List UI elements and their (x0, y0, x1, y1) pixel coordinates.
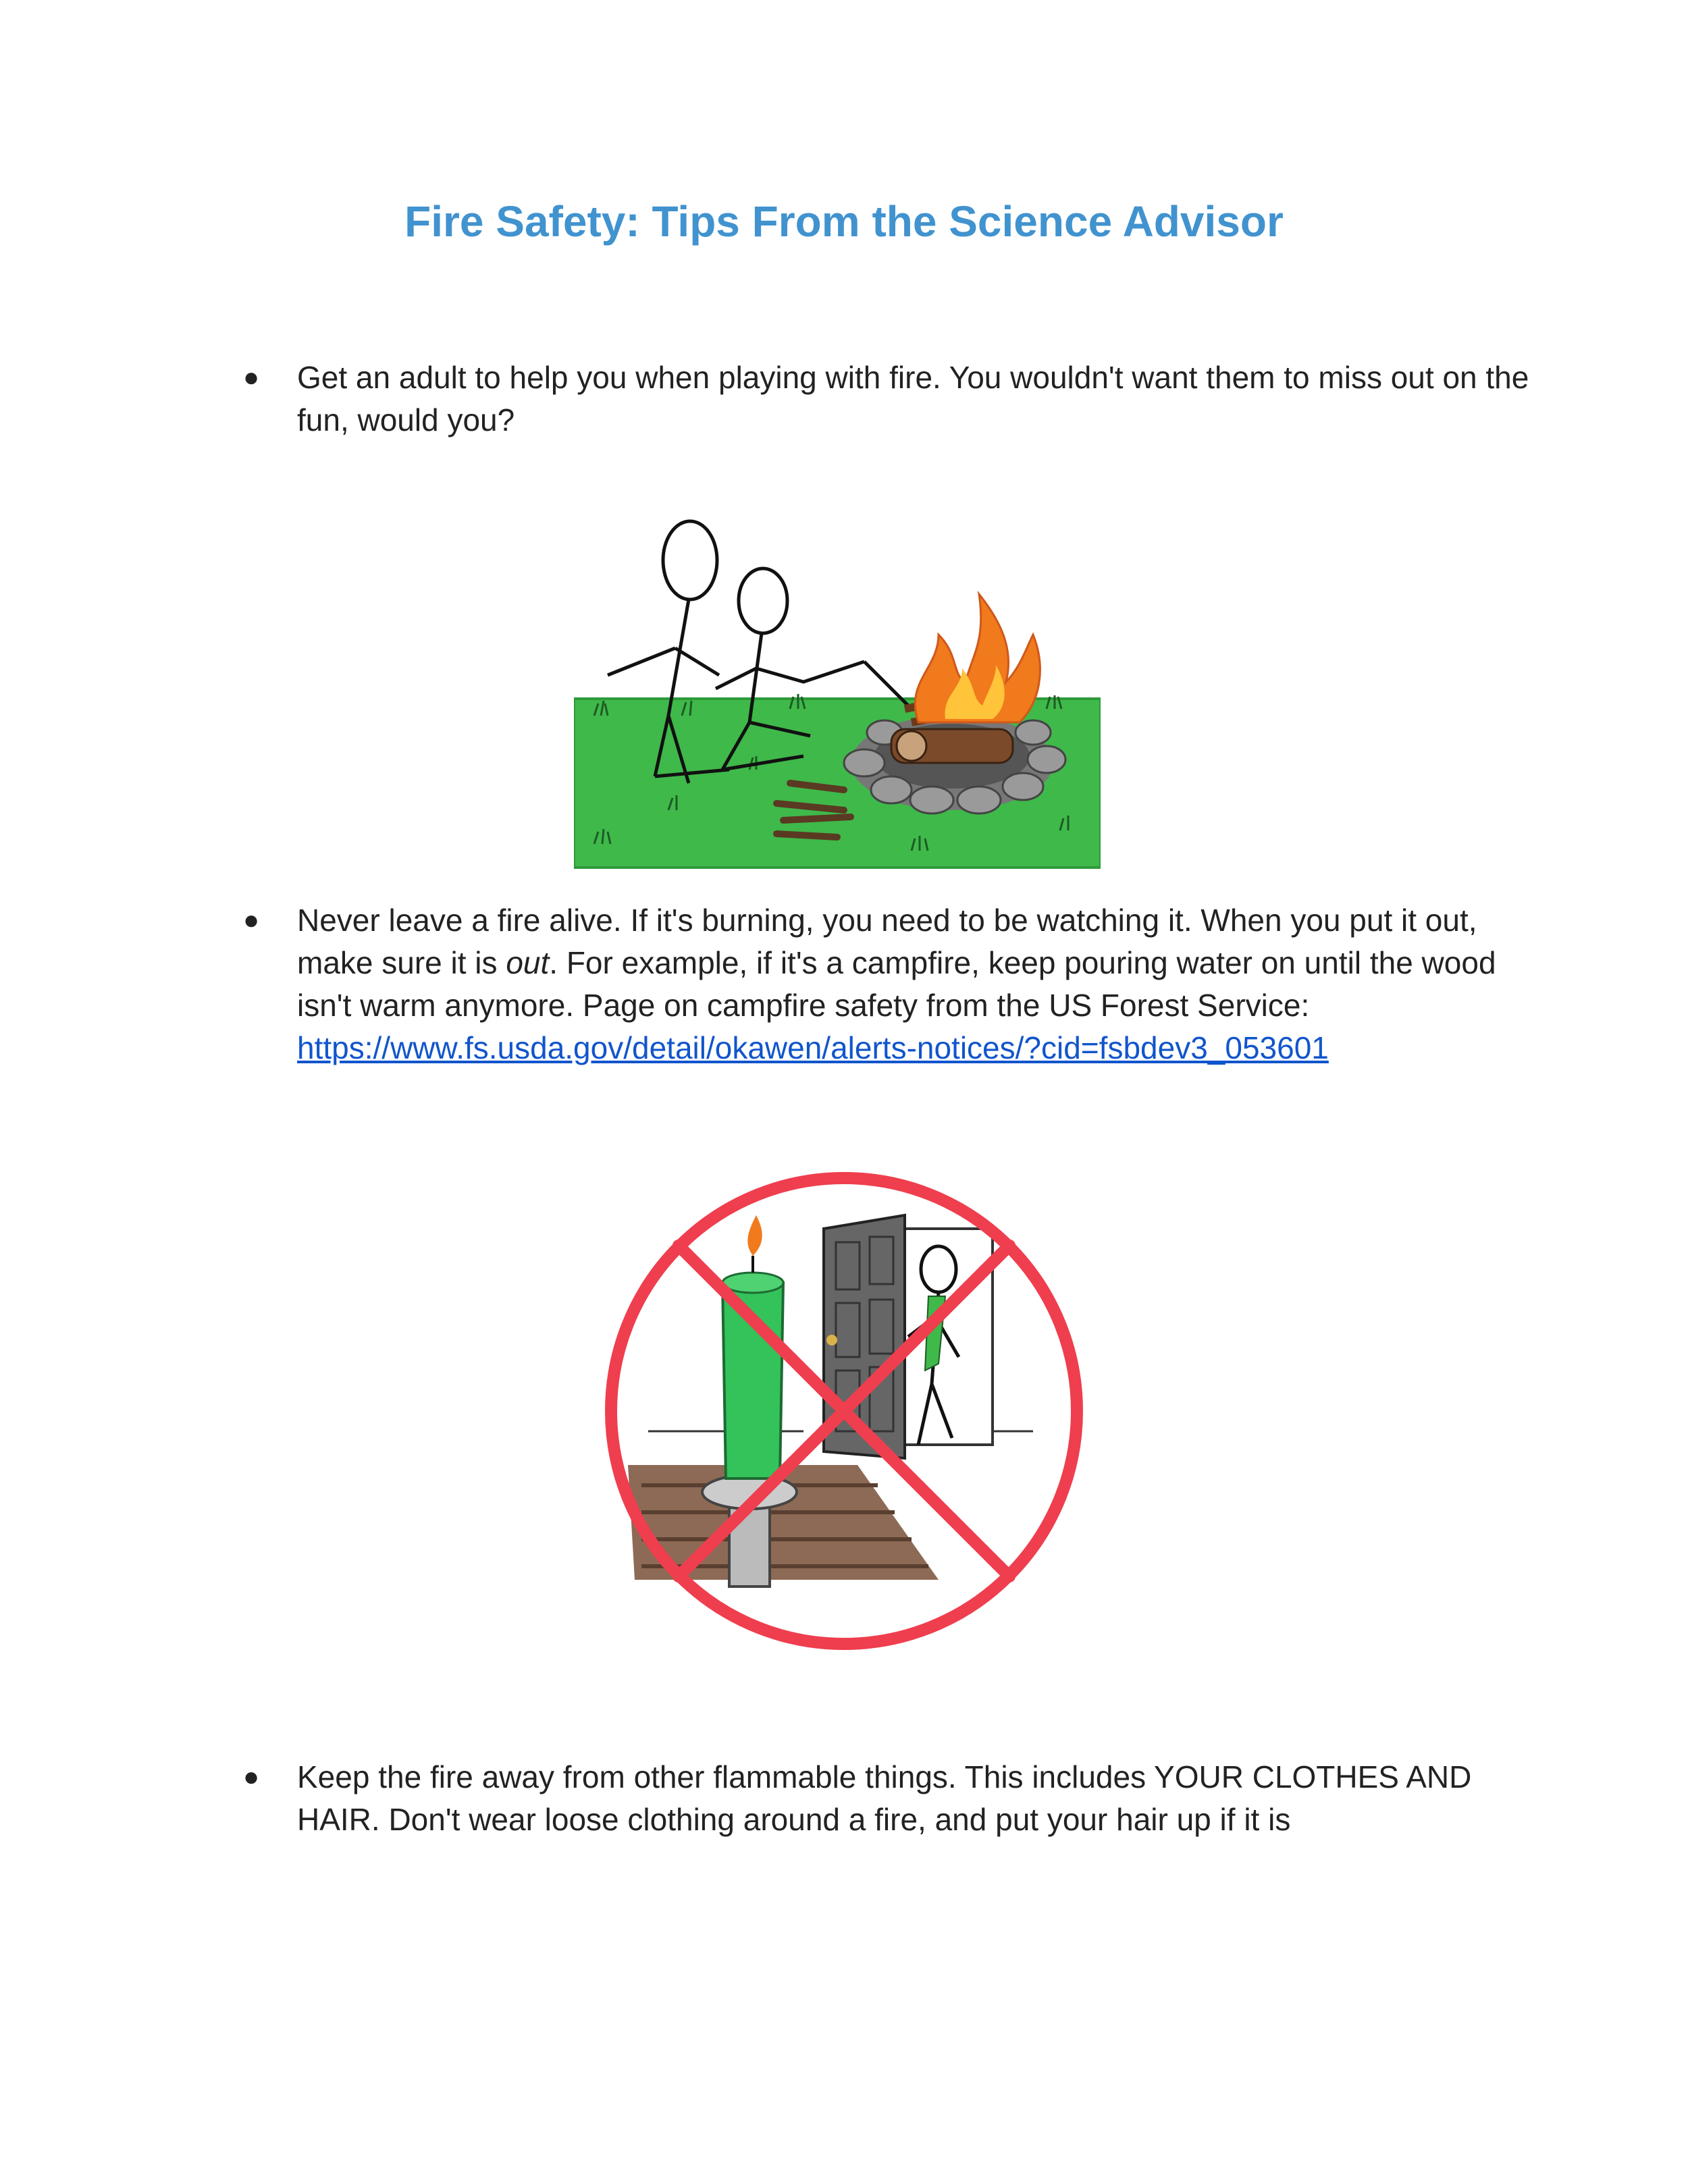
flame-icon (915, 594, 1040, 722)
bullet-dot: ● (243, 1762, 260, 1792)
bullet-text: Keep the fire away from other flammable things. This includes YOUR CLOTHES AND HAIR. Don't wear loose clothing around a fire, and put your hair up if it is (297, 1759, 1472, 1837)
bullet-text (297, 899, 1539, 1069)
forest-service-link[interactable]: https://www.fs.usda.gov/detail/okawen/alerts-notices/?cid=fsbdev3_053601 (297, 1030, 1329, 1065)
bullet-text: Get an adult to help you when playing with fire. You wouldn't want them to miss out on the fun, would you? (297, 360, 1529, 437)
bullet-text-part: . For example, if it's a campfire, keep pouring water on until the wood isn't warm anymore. Page on campfire safety from the US Forest Service: (297, 945, 1496, 1023)
bullet-dot: ● (243, 363, 260, 392)
campfire-illustration (574, 513, 1101, 871)
page-title: Fire Safety: Tips From the Science Advisor (404, 197, 1284, 246)
emphasis-out: out (506, 945, 550, 980)
bullet-dot: ● (243, 905, 260, 935)
bullet-text-part: Never leave a fire alive. If it's burning, you need to be watching it. When you put it out, make sure it is (297, 903, 1477, 980)
unattended-candle-prohibition-illustration (587, 1161, 1101, 1661)
